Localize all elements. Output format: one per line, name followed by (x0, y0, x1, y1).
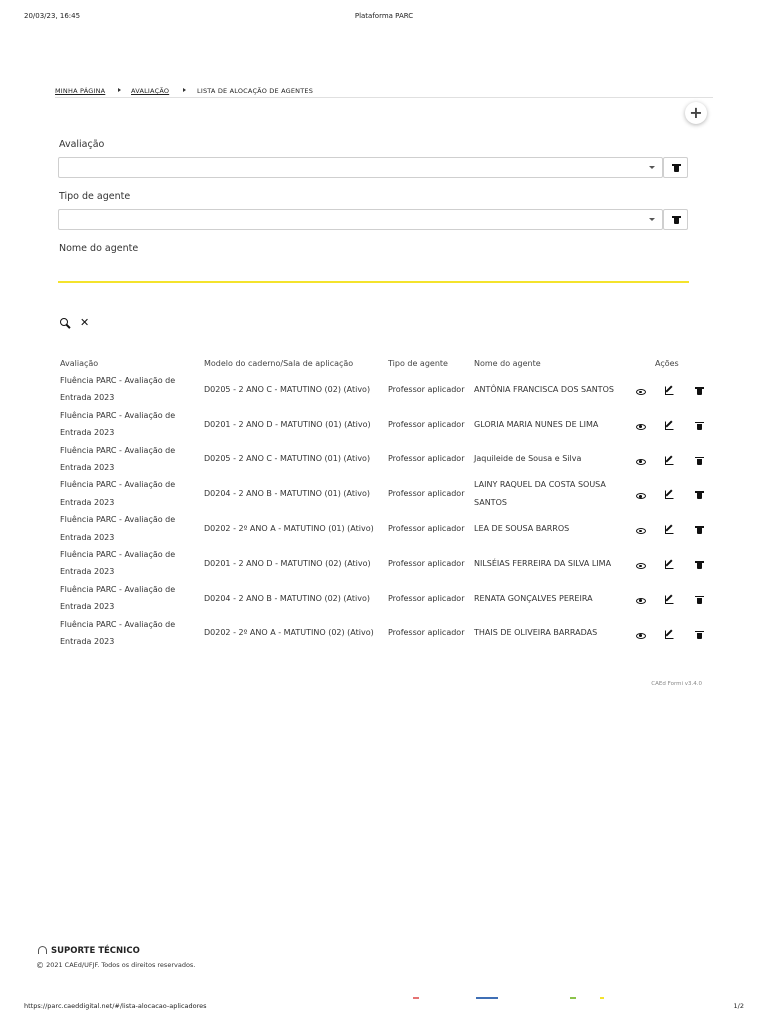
edit-icon (665, 456, 674, 465)
eye-icon (636, 459, 646, 465)
breadcrumb (55, 87, 713, 98)
delete-button[interactable] (696, 454, 703, 471)
cell-avaliacao: Fluência PARC - Avaliação de Entrada 2023 (60, 410, 176, 438)
tipo-agente-select[interactable] (58, 209, 663, 230)
view-button[interactable] (636, 419, 646, 436)
delete-button[interactable] (696, 558, 703, 575)
table-row (57, 372, 720, 407)
cell-nome: LEA DE SOUSA BARROS (474, 523, 570, 533)
breadcrumb-minha-pagina[interactable]: MINHA PÁGINA (55, 87, 106, 95)
nome-agente-label: Nome do agente (59, 243, 139, 254)
eye-icon (636, 633, 646, 639)
cell-modelo: D0205 - 2 ANO C - MATUTINO (02) (Ativo) (204, 384, 371, 394)
cell-tipo: Professor aplicador (388, 523, 465, 533)
eye-icon (636, 493, 646, 499)
cell-avaliacao: Fluência PARC - Avaliação de Entrada 2023 (60, 445, 176, 473)
table-row (57, 511, 720, 546)
print-page-number: 1/2 (733, 1002, 744, 1010)
cell-actions (630, 476, 720, 511)
cell-tipo: Professor aplicador (388, 558, 465, 568)
delete-button[interactable] (696, 419, 703, 436)
search-icon[interactable] (60, 318, 70, 328)
cell-tipo: Professor aplicador (388, 489, 465, 499)
cell-avaliacao: Fluência PARC - Avaliação de Entrada 2023 (60, 584, 176, 612)
trash-icon (696, 422, 703, 430)
delete-button[interactable] (696, 628, 703, 645)
cell-modelo: D0204 - 2 ANO B - MATUTINO (01) (Ativo) (204, 489, 370, 499)
cell-avaliacao: Fluência PARC - Avaliação de Entrada 2023 (60, 515, 176, 542)
cell-nome: THAIS DE OLIVEIRA BARRADAS (474, 628, 598, 638)
eye-icon (636, 424, 646, 430)
support-label: SUPORTE TÉCNICO (51, 946, 140, 956)
edit-button[interactable] (665, 628, 674, 645)
trash-icon (696, 491, 703, 499)
nome-agente-input[interactable] (58, 262, 689, 283)
breadcrumb-separator-icon (118, 88, 121, 92)
trash-icon (696, 561, 703, 569)
cell-actions (630, 581, 720, 616)
cell-modelo: D0202 - 2º ANO A - MATUTINO (02) (Ativo) (204, 628, 374, 638)
view-button[interactable] (636, 593, 646, 610)
cell-nome: Jaquileide de Sousa e Silva (474, 454, 582, 464)
cell-modelo: D0201 - 2 ANO D - MATUTINO (02) (Ativo) (204, 558, 371, 568)
trash-icon (673, 216, 680, 224)
breadcrumb-separator-icon (183, 88, 186, 92)
delete-button[interactable] (696, 593, 703, 610)
edit-icon (665, 560, 674, 569)
cell-nome: NILSÉIAS FERREIRA DA SILVA LIMA (474, 558, 612, 568)
headset-icon (38, 946, 47, 954)
table-row (57, 616, 720, 651)
edit-button[interactable] (665, 488, 674, 505)
print-timestamp: 20/03/23, 16:45 (24, 12, 81, 20)
cell-actions (630, 511, 720, 546)
breadcrumb-avaliacao[interactable]: AVALIAÇÃO (131, 87, 170, 95)
trash-icon (673, 164, 680, 172)
cell-modelo: D0204 - 2 ANO B - MATUTINO (02) (Ativo) (204, 593, 370, 603)
trash-icon (696, 631, 703, 639)
copyright-text: 2021 CAEd/UFJF. Todos os direitos reservados. (46, 961, 196, 969)
trash-icon (696, 387, 703, 395)
tipo-agente-label: Tipo de agente (59, 191, 131, 202)
breadcrumb-current: LISTA DE ALOCAÇÃO DE AGENTES (197, 87, 314, 95)
print-page-title: Plataforma PARC (354, 12, 414, 20)
table-row (57, 546, 720, 581)
column-header-nome: Nome do agente (474, 359, 541, 368)
view-button[interactable] (636, 628, 646, 645)
cell-actions (630, 616, 720, 651)
cell-nome: RENATA GONÇALVES PEREIRA (474, 593, 593, 603)
edit-button[interactable] (665, 419, 674, 436)
view-button[interactable] (636, 523, 646, 540)
eye-icon (636, 563, 646, 569)
clear-tipo-agente-button[interactable] (663, 209, 688, 230)
delete-button[interactable] (696, 523, 703, 540)
trash-icon (696, 526, 703, 534)
delete-button[interactable] (696, 384, 703, 401)
column-header-avaliacao: Avaliação (60, 359, 99, 368)
eye-icon (636, 598, 646, 604)
eye-icon (636, 389, 646, 395)
allocation-table (57, 355, 720, 651)
view-button[interactable] (636, 384, 646, 401)
cell-tipo: Professor aplicador (388, 628, 465, 638)
version-label: CAEd Formi v3.4.0 (651, 681, 702, 687)
add-button[interactable] (685, 102, 707, 124)
view-button[interactable] (636, 488, 646, 505)
cell-nome: ANTÔNIA FRANCISCA DOS SANTOS (474, 384, 614, 394)
plus-icon: + (689, 103, 703, 122)
cell-modelo: D0205 - 2 ANO C - MATUTINO (01) (Ativo) (204, 454, 371, 464)
edit-icon (665, 490, 674, 499)
trash-icon (696, 596, 703, 604)
copyright (36, 961, 195, 970)
edit-button[interactable] (665, 593, 674, 610)
copyright-icon: © (36, 961, 44, 970)
edit-icon (665, 421, 674, 430)
cell-tipo: Professor aplicador (388, 593, 465, 603)
cell-actions (630, 442, 720, 477)
cell-nome: GLORIA MARIA NUNES DE LIMA (474, 419, 599, 429)
column-header-acoes: Ações (655, 359, 679, 368)
table-row (57, 476, 720, 511)
column-header-modelo: Modelo do caderno/Sala de aplicação (204, 359, 354, 368)
chevron-down-icon (649, 218, 655, 221)
print-header (24, 12, 744, 24)
view-button[interactable] (636, 454, 646, 471)
close-icon[interactable]: ✕ (80, 316, 90, 329)
cell-modelo: D0201 - 2 ANO D - MATUTINO (01) (Ativo) (204, 419, 371, 429)
column-header-tipo: Tipo de agente (388, 359, 448, 368)
cell-actions (630, 546, 720, 581)
edit-icon (665, 386, 674, 395)
cell-actions (630, 407, 720, 442)
avaliacao-label: Avaliação (59, 139, 105, 150)
edit-icon (665, 525, 674, 534)
trash-icon (696, 457, 703, 465)
edit-button[interactable] (665, 454, 674, 471)
avaliacao-select[interactable] (58, 157, 663, 178)
print-url: https://parc.caeddigital.net/#/lista-alocacao-aplicadores (24, 1002, 207, 1010)
clear-avaliacao-button[interactable] (663, 157, 688, 178)
edit-button[interactable] (665, 384, 674, 401)
chevron-down-icon (649, 166, 655, 169)
table-row (57, 581, 720, 616)
cell-actions (630, 372, 720, 407)
edit-icon (665, 595, 674, 604)
delete-button[interactable] (696, 488, 703, 505)
cell-tipo: Professor aplicador (388, 419, 465, 429)
table-header-row (57, 355, 720, 372)
footer-decoration (410, 997, 610, 1000)
cell-avaliacao: Fluência PARC - Avaliação de Entrada 2023 (60, 376, 176, 403)
edit-button[interactable] (665, 558, 674, 575)
print-footer (24, 1002, 744, 1014)
cell-avaliacao: Fluência PARC - Avaliação de Entrada 2023 (60, 480, 176, 507)
table-row (57, 407, 720, 442)
view-button[interactable] (636, 558, 646, 575)
edit-icon (665, 630, 674, 639)
table-row (57, 442, 720, 477)
cell-modelo: D0202 - 2º ANO A - MATUTINO (01) (Ativo) (204, 523, 374, 533)
edit-button[interactable] (665, 523, 674, 540)
cell-nome: LAINY RAQUEL DA COSTA SOUSA SANTOS (474, 480, 606, 507)
cell-tipo: Professor aplicador (388, 454, 465, 464)
cell-tipo: Professor aplicador (388, 384, 465, 394)
eye-icon (636, 528, 646, 534)
cell-avaliacao: Fluência PARC - Avaliação de Entrada 2023 (60, 550, 176, 577)
support-link[interactable] (38, 946, 140, 956)
cell-avaliacao: Fluência PARC - Avaliação de Entrada 2023 (60, 619, 176, 647)
